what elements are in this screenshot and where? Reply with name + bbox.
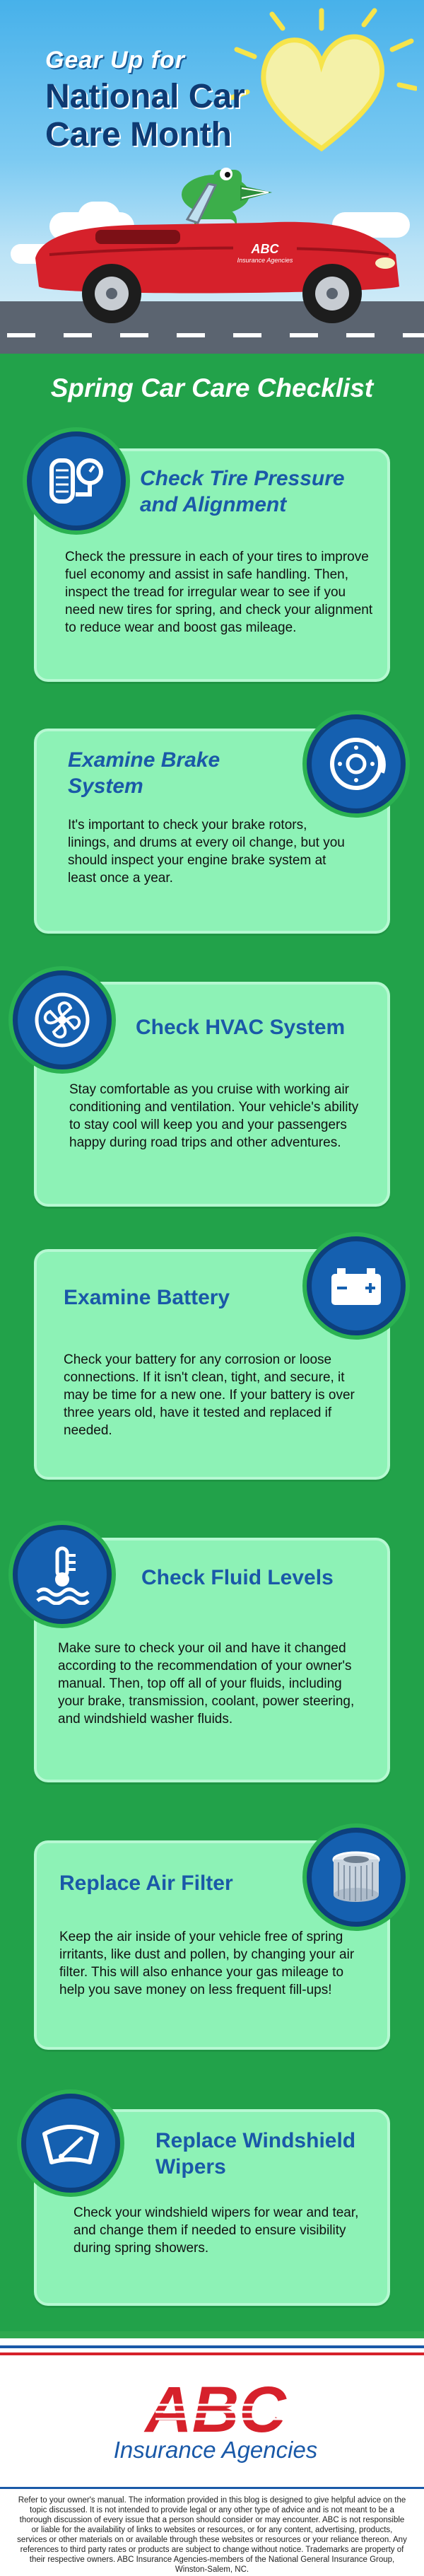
divider — [0, 2331, 424, 2338]
card-body: It's important to check your brake rotors, linings, and drums at every oil change, but you should inspect your engine brake system at least once a year. — [68, 818, 345, 886]
hero-banner — [0, 0, 424, 354]
logo-letters: ABC — [145, 2377, 286, 2440]
fan-icon — [32, 990, 93, 1050]
battery-icon — [326, 1255, 387, 1316]
card-title: Check Fluid Levels — [141, 1566, 334, 1589]
icon-badge — [307, 714, 406, 813]
air-filter-icon — [326, 1847, 387, 1908]
coolant-thermometer-icon — [32, 1544, 93, 1605]
icon-badge — [13, 1525, 112, 1624]
icon-badge — [307, 1828, 406, 1927]
card-body: Check your windshield wipers for wear and tear, and change them if needed to ensure visibility during spring showers. — [73, 2205, 359, 2256]
card-body: Check your battery for any corrosion or loose connections. If it isn't clean, tight, and secure, it may be time for a new one. If your battery is over three years old, have it tested and replaced if needed. — [64, 1352, 355, 1438]
logo-subtitle: Insurance Agencies — [113, 2437, 318, 2463]
card-body: Make sure to check your oil and have it changed according to the recommendation of your owner's manual. Then, top off all of your fluids, including your brake, transmission, coolant, power steering, and windshield washer fluids. — [58, 1641, 355, 1727]
abc-logo-icon — [113, 2377, 318, 2440]
car-badge-logo: ABC — [251, 242, 279, 256]
card-title: Check HVAC System — [136, 1016, 346, 1039]
icon-badge — [13, 970, 112, 1069]
checklist-title: Spring Car Care Checklist — [50, 373, 374, 402]
icon-badge — [21, 2094, 120, 2193]
card-body: Keep the air inside of your vehicle free of spring irritants, like dust and pollen, by changing your air filter. This will also enhance your gas mileage to help you save money on less frequent fill-ups! — [59, 1930, 355, 1997]
icon-badge — [27, 431, 126, 530]
card-title: Replace Windshield Wipers — [155, 2129, 356, 2178]
abc-logo — [113, 2377, 318, 2465]
hero-kicker: Gear Up for — [45, 47, 186, 74]
card-title: Check Tire Pressure and Alignment — [140, 467, 345, 516]
hero-title: National Car Care Month — [45, 78, 245, 153]
tire-gauge-icon — [46, 451, 107, 511]
car-badge-sub: Insurance Agencies — [237, 257, 293, 264]
divider — [0, 2352, 424, 2355]
card-body: Check the pressure in each of your tires to improve fuel economy and assist in safe handling. Then, inspect the tread for irregular wear to see if you need new tires for spring, and check your alignment to reduce wear and boost gas mileage. — [65, 550, 373, 635]
disclaimer-text: Refer to your owner's manual. The information provided in this blog is designed to give helpful advice on the topic discussed. It is not intended to provide legal or any other type of advice and is not meant to be a thorough discussion of every issue that a person should consider or may encounter. ABC is not responsible or liable for the availability of links to websites or resources, or for any content, advertising, products, services or other materials on or available through these websites or resources or your reliance thereon. Any references to third party rates or products are subject to change without notice. Trademarks are property of their respective owners. ABC Insurance Agencies-members of the National General Insurance Group, Winston-Salem, NC. — [17, 2496, 407, 2574]
divider — [0, 2487, 424, 2489]
card-title: Examine Battery — [64, 1286, 230, 1309]
card-title: Examine Brake System — [68, 748, 220, 798]
divider — [0, 2345, 424, 2348]
card-body: Stay comfortable as you cruise with working air conditioning and ventilation. Your vehicle's ability to stay cool will keep you and your passengers happy during road trips and other adventures. — [69, 1082, 359, 1150]
red-convertible-car-icon — [28, 141, 424, 354]
brake-disc-icon — [326, 733, 387, 794]
footer — [0, 2331, 424, 2576]
icon-badge — [307, 1236, 406, 1335]
card-title: Replace Air Filter — [59, 1872, 233, 1895]
windshield-wiper-icon — [40, 2113, 101, 2174]
